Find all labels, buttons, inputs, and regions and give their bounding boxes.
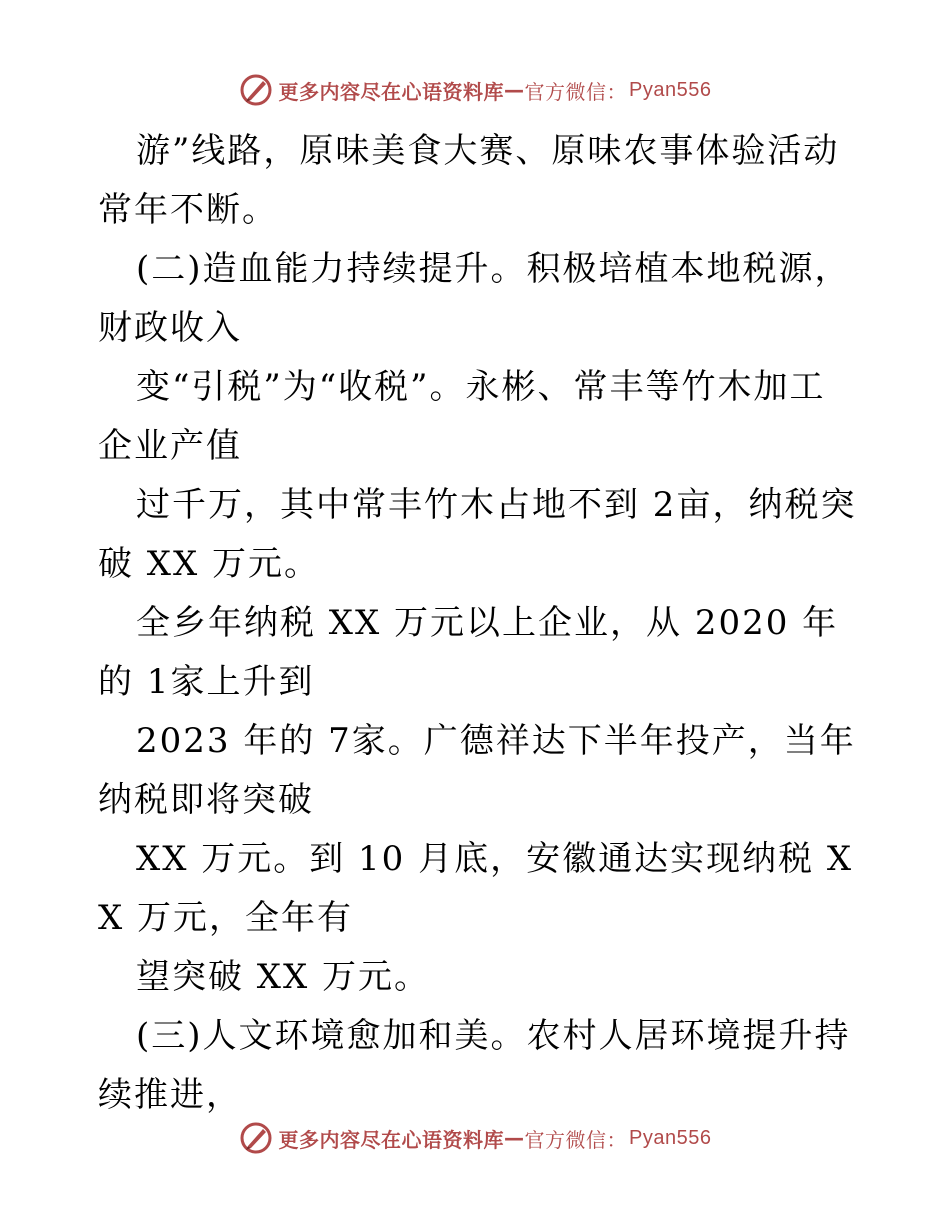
paragraph: 游”线路，原味美食大赛、原味农事体验活动常年不断。	[98, 131, 840, 230]
watermark-site: 更多内容尽在心语资料库	[278, 79, 505, 104]
watermark-site: 更多内容尽在心语资料库	[278, 1127, 505, 1152]
paragraph: 全乡年纳税 XX 万元以上企业，从 2020 年的 1家上升到	[98, 603, 839, 702]
watermark-footer	[0, 1120, 950, 1156]
paragraph: 望突破 XX 万元。	[136, 957, 431, 997]
pen-logo-icon	[239, 73, 273, 107]
paragraph: 过千万，其中常丰竹木占地不到 2亩，纳税突破 XX 万元。	[98, 485, 857, 584]
paragraph: 变“引税”为“收税”。永彬、常丰等竹木加工企业产值	[98, 367, 826, 466]
watermark-header	[0, 72, 950, 108]
paragraph: 2023 年的 7家。广德祥达下半年投产，当年纳税即将突破	[98, 721, 856, 820]
watermark-wechat-id: Pyan556	[629, 78, 712, 101]
watermark-wechat-label: 官方微信：	[524, 1127, 628, 1152]
paragraph: (三)人文环境愈加和美。农村人居环境提升持续推进，	[98, 1016, 851, 1115]
watermark-dash: —	[504, 78, 525, 102]
pen-logo-icon	[239, 1121, 273, 1155]
watermark-dash: —	[504, 1126, 525, 1150]
paragraph: (二)造血能力持续提升。积极培植本地税源，财政收入	[98, 249, 851, 348]
document-body	[98, 122, 858, 1125]
watermark-wechat-id: Pyan556	[629, 1126, 712, 1149]
watermark-wechat-label: 官方微信：	[524, 79, 628, 104]
paragraph: XX 万元。到 10 月底，安徽通达实现纳税 XX 万元，全年有	[98, 839, 854, 938]
